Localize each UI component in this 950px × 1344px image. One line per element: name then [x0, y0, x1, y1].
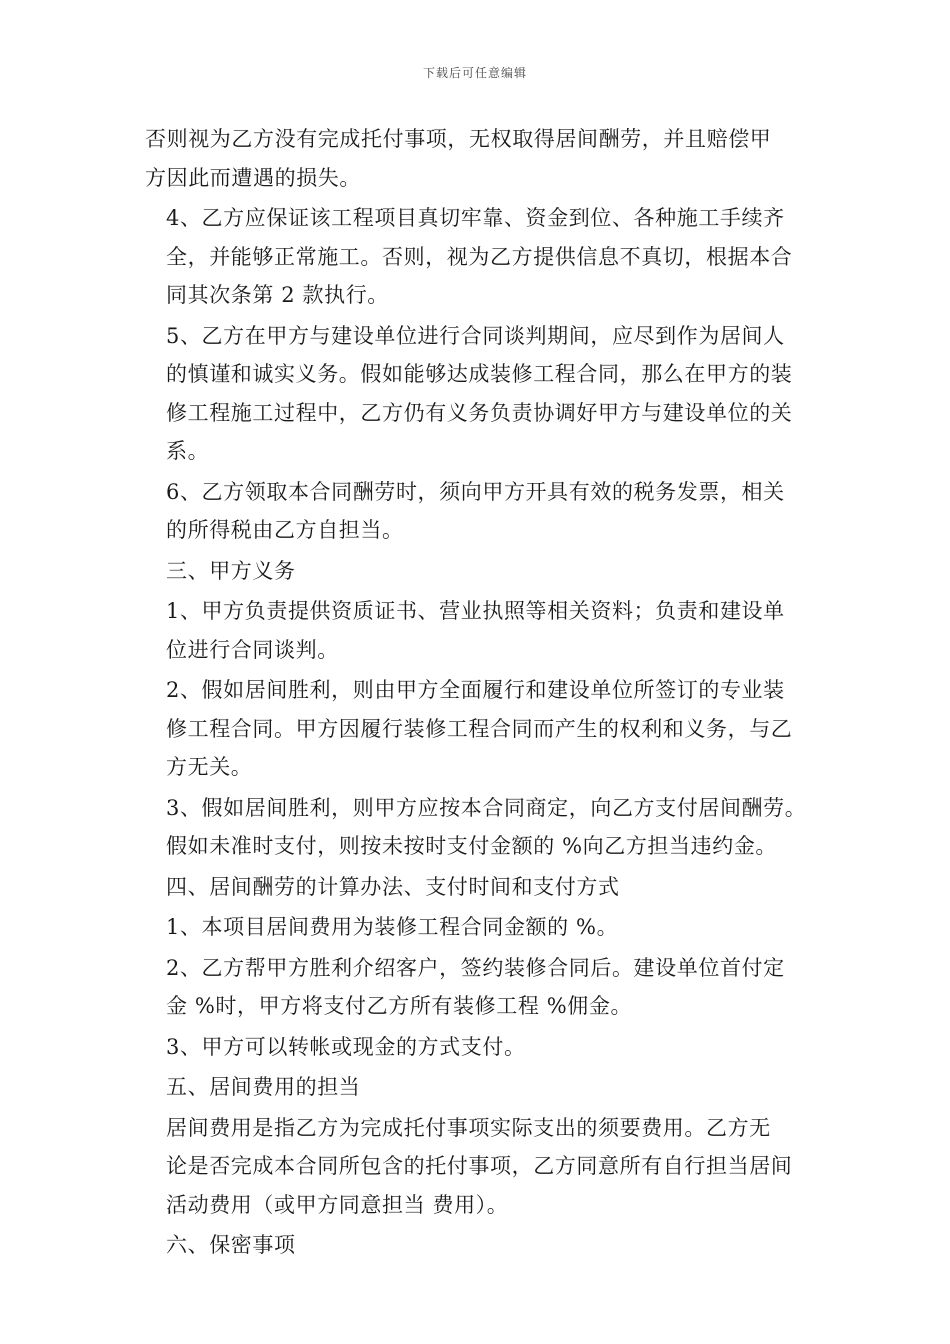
paragraph [145, 1109, 810, 1225]
paragraph [145, 671, 810, 787]
text-line: 的慎谨和诚实义务。假如能够达成装修工程合同，那么在甲方的装 [166, 362, 793, 386]
text-line: 六、保密事项 [166, 1233, 296, 1257]
text-line: 修工程施工过程中，乙方仍有义务负责协调好甲方与建设单位的关 [166, 400, 793, 425]
text-line: 5、乙方在甲方与建设单位进行合同谈判期间，应尽到作为居间人 [166, 323, 785, 348]
paragraph [145, 199, 810, 315]
paragraph [145, 1068, 810, 1107]
text-line: 三、甲方义务 [166, 558, 296, 583]
document-body [145, 120, 810, 1267]
text-line: 4、乙方应保证该工程项目真切牢靠、资金到位、各种施工手续齐 [166, 206, 785, 230]
text-line: 假如未准时支付，则按未按时支付金额的 %向乙方担当违约金。 [166, 834, 778, 858]
paragraph [145, 1226, 810, 1265]
text-line: 2、假如居间胜利，则由甲方全面履行和建设单位所签订的专业装 [166, 678, 785, 702]
paragraph [145, 789, 810, 866]
paragraph [145, 592, 810, 669]
text-line: 系。 [166, 439, 210, 463]
text-line: 金 %时，甲方将支付乙方所有装修工程 %佣金。 [166, 994, 633, 1018]
text-line: 的所得税由乙方自担当。 [166, 518, 404, 542]
text-line: 活动费用（或甲方同意担当 费用）。 [166, 1192, 509, 1217]
text-line: 否则视为乙方没有完成托付事项，无权取得居间酬劳，并且赔偿甲 [145, 127, 772, 151]
page-header-note: 下载后可任意编辑 [422, 66, 527, 80]
text-line: 1、甲方负责提供资质证书、营业执照等相关资料；负责和建设单 [166, 599, 785, 623]
text-line: 五、居间费用的担当 [166, 1075, 361, 1099]
paragraph [145, 868, 810, 907]
text-line: 方无关。 [166, 755, 253, 779]
text-line: 全，并能够正常施工。否则，视为乙方提供信息不真切，根据本合 [166, 244, 793, 269]
text-line: 居间费用是指乙方为完成托付事项实际支出的须要费用。乙方无 [166, 1115, 771, 1140]
paragraph [145, 908, 810, 947]
paragraph [145, 1028, 810, 1067]
text-line: 3、甲方可以转帐或现金的方式支付。 [166, 1034, 526, 1059]
paragraph [145, 949, 810, 1026]
text-line: 2、乙方帮甲方胜利介绍客户，签约装修合同后。建设单位首付定 [166, 955, 785, 980]
text-line: 位进行合同谈判。 [166, 637, 339, 662]
text-line: 1、本项目居间费用为装修工程合同金额的 %。 [166, 915, 619, 939]
text-line: 方因此而遭遇的损失。 [145, 165, 361, 190]
paragraph [145, 317, 810, 471]
text-line: 同其次条第 2 款执行。 [166, 283, 389, 307]
text-line: 修工程合同。甲方因履行装修工程合同而产生的权利和义务，与乙 [166, 716, 793, 741]
text-line: 6、乙方领取本合同酬劳时，须向甲方开具有效的税务发票，相关 [166, 479, 785, 504]
text-line: 论是否完成本合同所包含的托付事项，乙方同意所有自行担当居间 [166, 1154, 793, 1178]
text-line: 四、居间酬劳的计算办法、支付时间和支付方式 [166, 874, 620, 899]
paragraph [145, 552, 810, 591]
paragraph [145, 120, 810, 197]
text-line: 3、假如居间胜利，则甲方应按本合同商定，向乙方支付居间酬劳。 [166, 795, 807, 820]
paragraph [145, 473, 810, 550]
